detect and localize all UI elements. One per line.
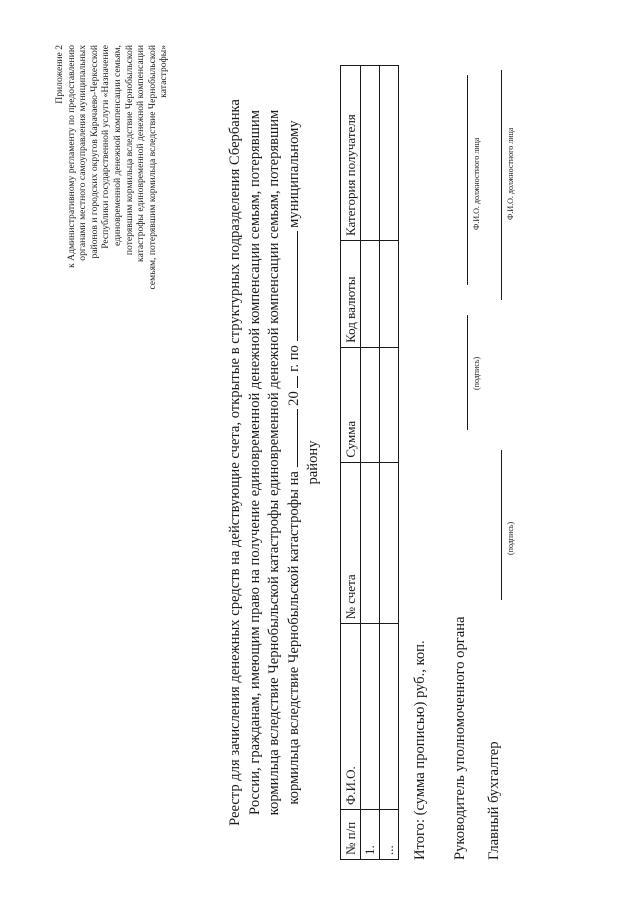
district-blank [285, 232, 298, 342]
title-line: району [305, 440, 321, 485]
appendix-line: единовременной денежной компенсации семьям, [111, 45, 123, 246]
total-line: Итого: (сумма прописью) руб., коп. [412, 640, 428, 860]
signature-line [467, 315, 468, 430]
col-currency-header: Код валюты [341, 240, 361, 347]
title-line4-start: кормильца вследствие Чернобыльской катастрофы на [285, 471, 302, 805]
table-cell [361, 462, 380, 624]
signature-label: Руководитель уполномоченного органа [452, 616, 468, 860]
title-line: Реестр для зачисления денежных средств на действующие счета, открытые в структурных подразделения Сбербанка [227, 99, 243, 826]
title-line: России, гражданам, имеющим право на получение единовременной денежной компенсации семьям, потерявшим [246, 110, 263, 815]
table-cell: 1. [361, 810, 380, 860]
table-cell [361, 240, 380, 347]
table-cell [380, 240, 399, 347]
appendix-line: Приложение 2 [54, 45, 65, 104]
title-line-with-blanks [285, 65, 305, 860]
table-row [361, 66, 380, 860]
signature-caption: (подпись) [506, 521, 515, 555]
appendix-line: семьям, потерявшим кормильца вследствие Чернобыльской [146, 45, 158, 290]
appendix-line: Республики государственной услуги «Назначение [100, 45, 112, 249]
title-year: 20 [285, 391, 302, 406]
name-line [501, 70, 502, 300]
table-cell [380, 462, 399, 624]
signature-line [501, 450, 502, 600]
title-line4-end: муниципальному [285, 120, 302, 228]
table-cell [361, 66, 380, 241]
col-number-header: № п/п [341, 810, 361, 860]
col-category-header: Категория получателя [341, 66, 361, 241]
title-line: кормильца вследствие Чернобыльской катастрофы единовременной денежной компенсации семьям, потерявшим [266, 109, 282, 816]
year-blank [285, 376, 298, 388]
table-row [380, 66, 399, 860]
appendix-line: органами местного самоуправления муниципальных [77, 45, 89, 261]
name-caption: Ф.И.О. должностного лица [506, 127, 515, 220]
signature-caption: (подпись) [472, 356, 481, 390]
col-account-header: № счета [341, 462, 361, 624]
appendix-note [54, 45, 170, 330]
appendix-line: катастрофы единовременной денежной компенсации [135, 45, 147, 262]
table-cell [380, 66, 399, 241]
table-cell [361, 347, 380, 462]
signature-row-accountant [486, 65, 516, 860]
signature-label: Главный бухгалтер [486, 741, 502, 860]
registry-table [340, 65, 399, 860]
table-cell [380, 347, 399, 462]
table-cell: ... [380, 810, 399, 860]
date-blank [285, 409, 298, 467]
appendix-line: к Административному регламенту по предоставлению [65, 45, 77, 268]
appendix-line: районов и городских округов Карачаево-Черкесской [88, 45, 100, 259]
registry-title [226, 65, 324, 860]
title-line4-mid: г. по [285, 345, 302, 372]
table-cell [361, 624, 380, 810]
name-line [467, 75, 468, 285]
appendix-line: катастрофы» [158, 45, 170, 98]
col-amount-header: Сумма [341, 347, 361, 462]
table-cell [380, 624, 399, 810]
appendix-line: потерявшим кормильца вследствие Чернобыльской [123, 45, 135, 256]
signature-row-head [452, 65, 482, 860]
col-name-header: Ф.И.О. [341, 624, 361, 810]
name-caption: Ф.И.О. должностного лица [472, 137, 481, 230]
table-header-row [341, 66, 361, 860]
